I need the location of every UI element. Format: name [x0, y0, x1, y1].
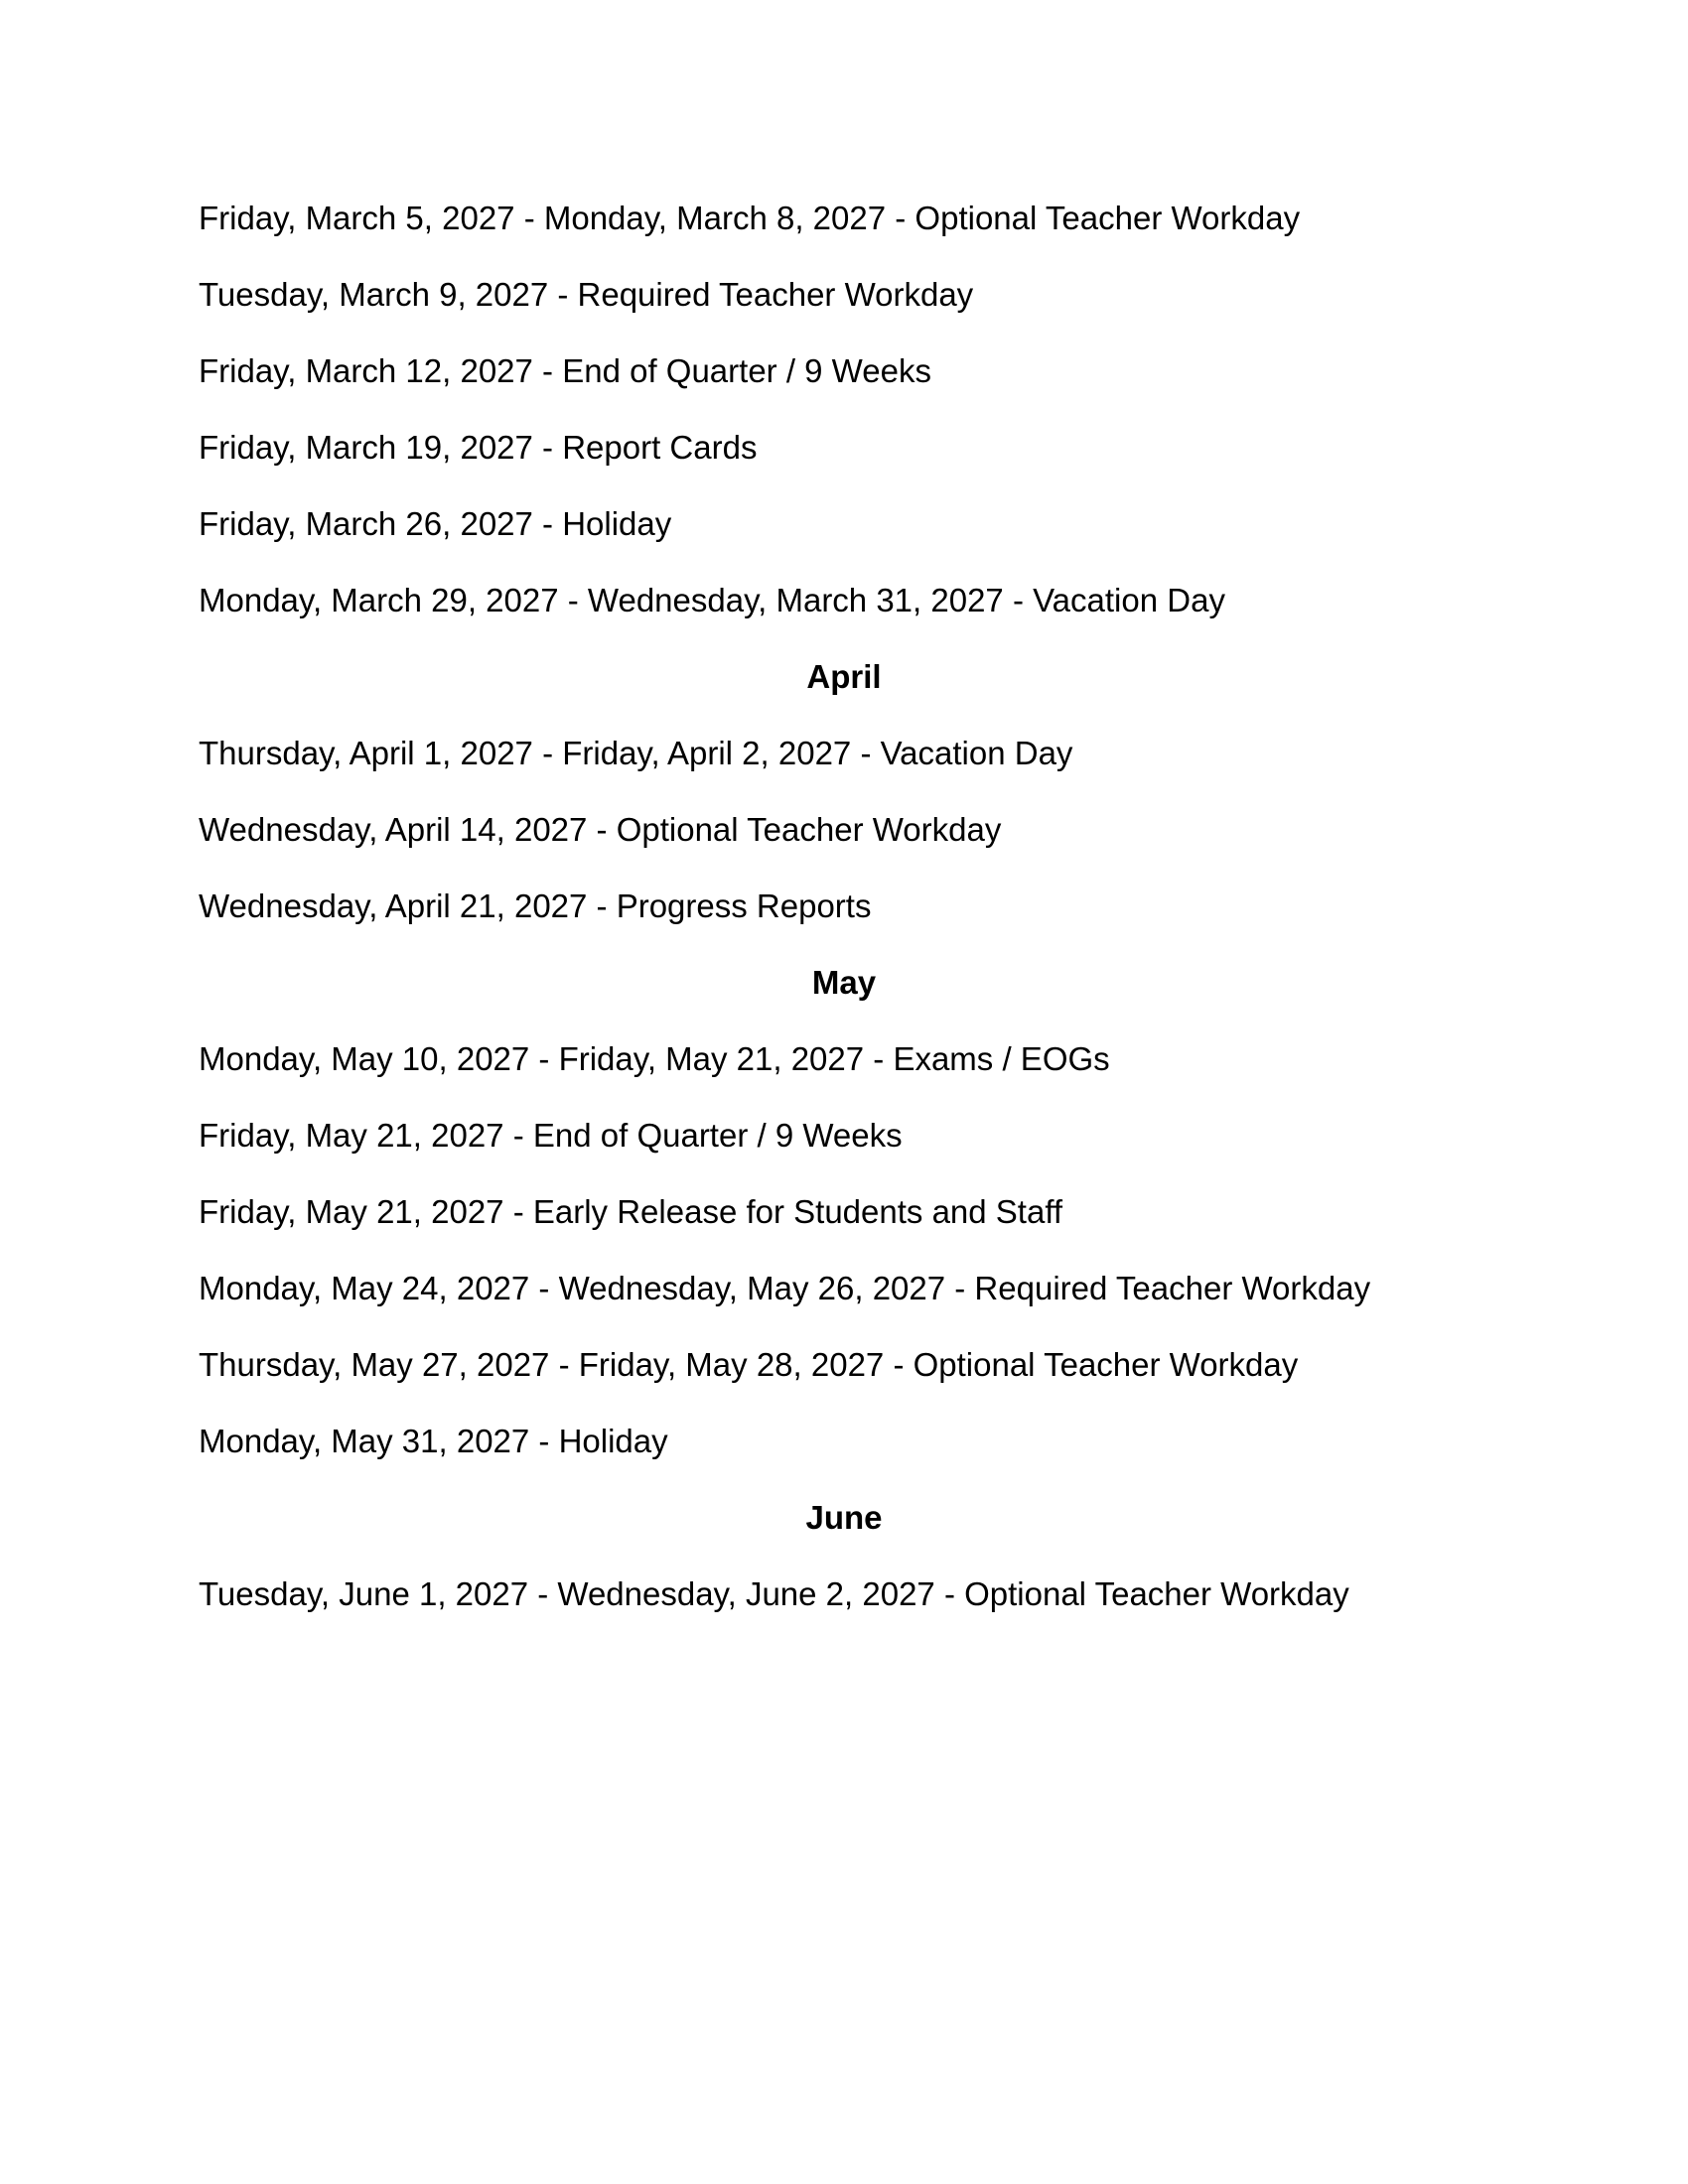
event-entry: Monday, May 31, 2027 - Holiday	[199, 1423, 668, 1459]
event-entry: Friday, May 21, 2027 - End of Quarter / 9 Weeks	[199, 1117, 903, 1154]
event-entry: Friday, March 12, 2027 - End of Quarter / 9 Weeks	[199, 352, 931, 389]
event-entry: Monday, May 10, 2027 - Friday, May 21, 2027 - Exams / EOGs	[199, 1040, 1110, 1077]
event-entry: Friday, March 26, 2027 - Holiday	[199, 505, 672, 542]
event-entry: Thursday, May 27, 2027 - Friday, May 28, 2027 - Optional Teacher Workday	[199, 1346, 1299, 1383]
event-entry: Tuesday, March 9, 2027 - Required Teacher Workday	[199, 276, 974, 313]
event-entry: Wednesday, April 14, 2027 - Optional Teacher Workday	[199, 811, 1002, 848]
month-heading-may: May	[811, 964, 877, 1001]
month-heading-april: April	[806, 658, 882, 695]
calendar-events-list	[199, 195, 1489, 1647]
event-entry: Friday, March 5, 2027 - Monday, March 8, 2027 - Optional Teacher Workday	[199, 200, 1301, 236]
event-entry: Friday, May 21, 2027 - Early Release for Students and Staff	[199, 1193, 1063, 1230]
event-entry: Monday, May 24, 2027 - Wednesday, May 26, 2027 - Required Teacher Workday	[199, 1270, 1371, 1306]
event-entry: Monday, March 29, 2027 - Wednesday, March 31, 2027 - Vacation Day	[199, 582, 1225, 618]
event-entry: Wednesday, April 21, 2027 - Progress Reports	[199, 887, 872, 924]
month-heading-june: June	[805, 1499, 883, 1536]
event-entry: Friday, March 19, 2027 - Report Cards	[199, 429, 758, 466]
event-entry: Thursday, April 1, 2027 - Friday, April 2, 2027 - Vacation Day	[199, 735, 1073, 771]
event-entry: Tuesday, June 1, 2027 - Wednesday, June 2, 2027 - Optional Teacher Workday	[199, 1575, 1349, 1612]
